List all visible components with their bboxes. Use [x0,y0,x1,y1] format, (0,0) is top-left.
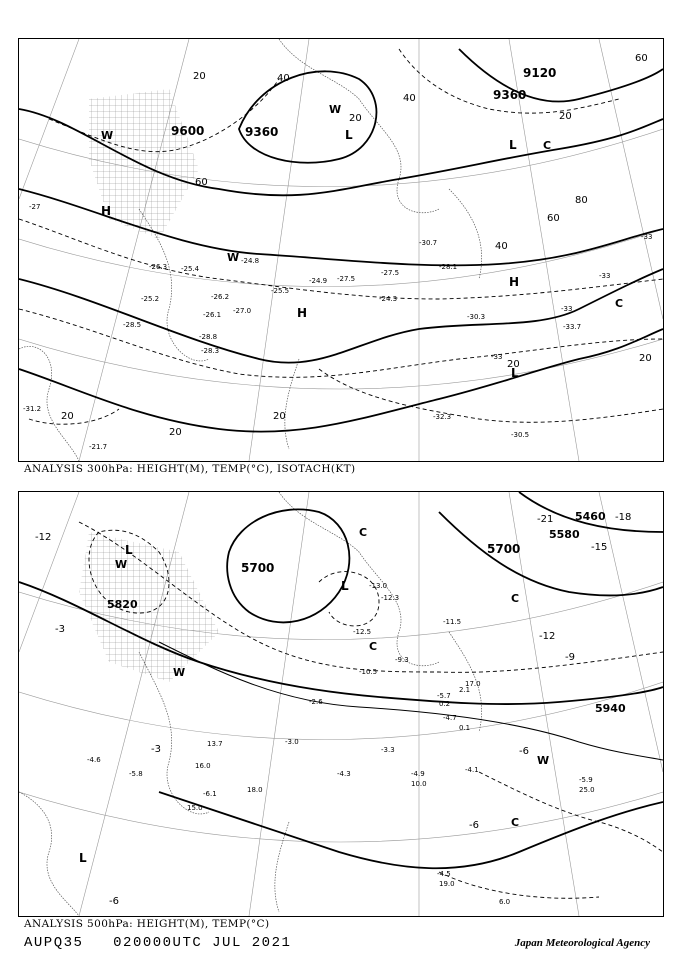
low-center: L [511,366,519,380]
isotach-label: 60 [195,177,208,188]
isotherm-label: -9 [565,652,575,663]
isotach-label: 60 [547,213,560,224]
height-label: 5820 [107,598,138,611]
map-panel-300hpa [18,38,664,462]
cold-center: C [359,526,368,539]
isotach-label: 40 [495,241,508,252]
low-center: L [345,128,353,142]
temp-obs: -5.9 [579,776,593,784]
height-label: 9600 [171,124,205,138]
low-center: L [79,851,87,865]
temp-obs: -28.8 [199,333,218,341]
chart-caption-300hpa: ANALYSIS 300hPa: HEIGHT(M), TEMP(°C), ISOTACH(KT) [24,463,356,475]
map-panel-500hpa [18,491,664,917]
temp-obs: -4.5 [437,870,451,878]
warm-center: W [101,129,114,142]
temp-obs: -11.5 [443,618,462,626]
warm-center: W [227,251,240,264]
chart-identifier [24,935,291,951]
high-center: H [101,204,112,218]
temp-obs: -33 [641,233,653,241]
obs-value: 16.0 [195,762,211,770]
temp-obs: -26.2 [211,293,230,301]
isotherm-label: -6 [519,746,529,757]
height-label: 5940 [595,702,626,715]
isotherm-label: -15 [591,542,608,553]
isotach-label: 20 [193,71,206,82]
temp-obs: -27 [29,203,41,211]
low-center: L [509,138,517,152]
isotherm-label: -21 [537,514,554,525]
obs-value: 18.0 [247,786,263,794]
temp-obs: -2.6 [309,698,323,706]
isotherm-label: -6 [109,896,119,907]
temp-obs: -9.3 [395,656,409,664]
temp-obs: -21.7 [89,443,108,451]
temp-obs: -31.2 [23,405,42,413]
temp-obs: -26.1 [203,311,222,319]
height-label: 9360 [245,125,279,139]
temp-obs: -25.5 [271,287,290,295]
temp-obs: -27.5 [337,275,356,283]
high-center: H [509,275,520,289]
cold-center: C [615,297,624,310]
isotach-label: 20 [349,113,362,124]
temp-obs: -3.3 [381,746,395,754]
isotach-label: 20 [169,427,182,438]
temp-obs: -30.5 [511,431,530,439]
height-label: 5460 [575,510,606,523]
temp-obs: -28.3 [201,347,220,355]
temp-obs: -3.0 [285,738,299,746]
height-label: 9120 [523,66,557,80]
obs-value: 2.1 [459,686,471,694]
high-center: H [297,306,308,320]
temp-obs: -25.2 [141,295,160,303]
chart-500hpa [19,492,663,916]
isotherm-label: -12 [539,631,556,642]
chart-300hpa [19,39,663,461]
temp-obs: -4.3 [337,770,351,778]
chart-caption-500hpa: ANALYSIS 500hPa: HEIGHT(M), TEMP(°C) [24,918,270,930]
height-label: 5700 [487,542,521,556]
height-labels-300 [171,66,556,139]
temp-obs: -10.5 [359,668,378,676]
isotach-label: 20 [61,411,74,422]
temp-obs: -28.1 [439,263,458,271]
warm-center: W [537,754,550,767]
temp-obs: -28.5 [123,321,142,329]
height-label: 5700 [241,561,275,575]
obs-value: 15.0 [187,804,203,812]
agency-name: Japan Meteorological Agency [514,937,650,949]
cold-center: C [511,816,520,829]
valid-time: 020000UTC JUL 2021 [113,935,292,951]
temp-obs: -33 [491,353,503,361]
isotach-label: 20 [559,111,572,122]
temp-obs: -33 [599,272,611,280]
obs-value: 19.0 [439,880,455,888]
temp-obs: -27.5 [381,269,400,277]
isotach-label: 40 [277,73,290,84]
isotach-label: 20 [507,359,520,370]
temp-obs: -4.7 [443,714,457,722]
height-label: 9360 [493,88,527,102]
obs-value: 13.7 [207,740,223,748]
temp-obs: -27.0 [233,307,252,315]
isotach-label: 60 [635,53,648,64]
temp-obs: -26.3 [149,263,168,271]
temp-obs: -33 [561,305,573,313]
temp-obs: -13.0 [369,582,388,590]
warm-center: W [329,103,342,116]
temp-obs: -33.7 [563,323,582,331]
warm-center: W [115,558,128,571]
temp-obs: -4.6 [87,756,101,764]
isotach-label: 20 [639,353,652,364]
obs-values-500 [187,680,595,906]
isotherm-label: -3 [151,744,161,755]
temp-obs: -25.4 [181,265,200,273]
chart-code: AUPQ35 [24,935,84,951]
cold-center: C [543,139,552,152]
isotherm-label: -3 [55,624,65,635]
isotach-label: 20 [273,411,286,422]
temp-obs: -30.7 [419,239,438,247]
temp-obs: -4.9 [411,770,425,778]
temp-obs: -4.1 [465,766,479,774]
temp-obs: -24.3 [379,295,398,303]
obs-value: 25.0 [579,786,595,794]
isotherm-label: -6 [469,820,479,831]
cold-center: C [511,592,520,605]
obs-value: 0.2 [439,700,451,708]
temp-obs: -32.3 [433,413,452,421]
isotherm-label: -18 [615,512,632,523]
isotherm-label: -12 [35,532,52,543]
low-center: L [125,543,133,557]
height-label: 5580 [549,528,580,541]
temp-obs: -30.3 [467,313,486,321]
terrain-hatch [79,532,219,682]
temp-observations-300 [23,203,652,451]
obs-value: 0.1 [459,724,471,732]
temp-obs: -12.5 [353,628,372,636]
isotach-label: 40 [403,93,416,104]
obs-value: 17.0 [465,680,481,688]
temp-obs: -24.9 [309,277,328,285]
low-center: L [341,579,349,593]
obs-value: 10.0 [411,780,427,788]
temp-obs: -12.3 [381,594,400,602]
warm-center: W [173,666,186,679]
obs-value: 6.0 [499,898,511,906]
temp-obs: -5.7 [437,692,451,700]
temp-obs: -6.1 [203,790,217,798]
temp-obs: -5.8 [129,770,143,778]
cold-center: C [369,640,378,653]
isotach-label: 80 [575,195,588,206]
temp-obs: -24.8 [241,257,260,265]
